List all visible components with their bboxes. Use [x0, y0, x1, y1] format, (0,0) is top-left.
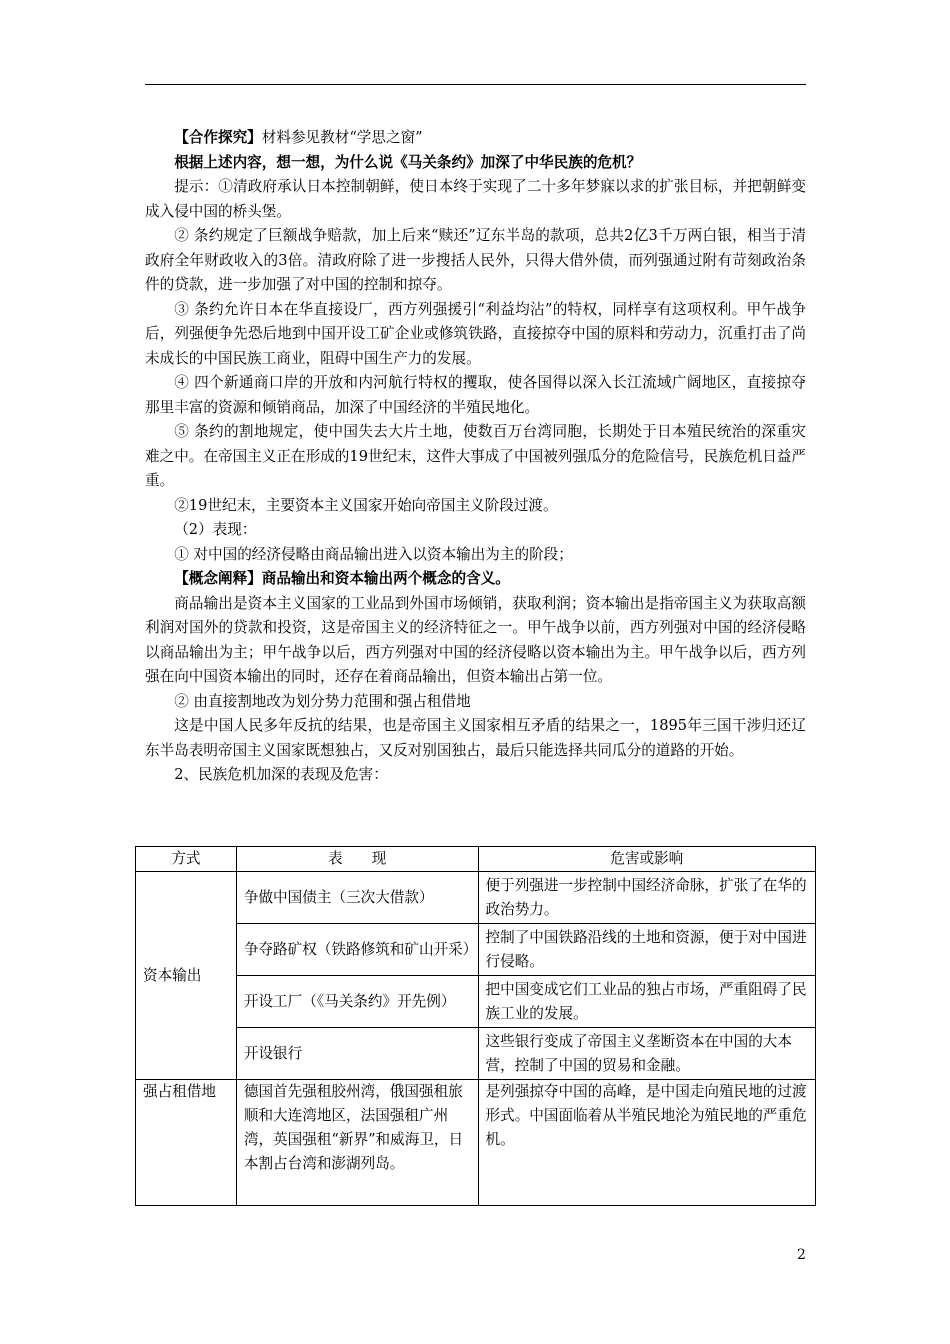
table-cell: 把中国变成它们工业品的独占市场，严重阻碍了民族工业的发展。 — [478, 976, 815, 1028]
page-number: 2 — [797, 1247, 806, 1263]
table-header: 危害或影响 — [478, 847, 815, 872]
paragraph-spheres: ② 由直接割地改为划分势力范围和强占租借地 — [174, 692, 471, 710]
table-cell: 争夺路矿权（铁路修筑和矿山开采） — [236, 924, 478, 976]
paragraph-resistance: 这是中国人民多年反抗的结果，也是帝国主义国家相互矛盾的结果之一，1895年三国干涉归还辽东半岛表明帝国主义国家既想独占，又反对别国独占，最后只能选择共同瓜分的道路的开始。 — [145, 717, 806, 759]
table-cell-category: 资本输出 — [136, 872, 237, 1080]
question-heading: 根据上述内容，想一想，为什么说《马关条约》加深了中华民族的危机？ — [174, 153, 642, 171]
header-rule — [145, 84, 806, 85]
table-cell: 控制了中国铁路沿线的土地和资源，便于对中国进行侵略。 — [478, 924, 815, 976]
table-cell-category: 强占租借地 — [136, 1080, 237, 1206]
table-header: 方式 — [136, 847, 237, 872]
table-row — [136, 872, 816, 924]
table-row — [136, 1080, 816, 1206]
crisis-table — [135, 846, 816, 1206]
paragraph-concept: 商品输出是资本主义国家的工业品到外国市场倾销，获取利润；资本输出是指帝国主义为获取高额利润对国外的贷款和投资，这是帝国主义的经济特征之一。甲午战争以前，西方列强对中国的经济侵略以商品输出为主；甲午战争以后，西方列强对中国的经济侵略以资本输出为主。甲午战争以后，西方列强在向中国资本输出的同时，还存在着商品输出，但资本输出占第一位。 — [145, 594, 806, 685]
bold-label: 【合作探究】 — [174, 129, 262, 146]
table-row — [136, 976, 816, 1028]
concept-heading: 【概念阐释】商品输出和资本输出两个概念的含义。 — [174, 570, 510, 587]
table-cell: 这些银行变成了帝国主义垄断资本在中国的大本营，控制了中国的贸易和金融。 — [478, 1028, 815, 1080]
table-header: 表 现 — [236, 847, 478, 872]
paragraph-manifestation: （2）表现： — [174, 521, 257, 538]
table-cell: 德国首先强租胶州湾，俄国强租旅顺和大连湾地区，法国强租广州湾，英国强租“新界”和威海卫，日本割占台湾和澎湖列岛。 — [236, 1080, 478, 1206]
paragraph-19th-century: ②19世纪末，主要资本主义国家开始向帝国主义阶段过渡。 — [174, 496, 558, 514]
table-cell: 是列强掠夺中国的高峰，是中国走向殖民地的过渡形式。中国面临着从半殖民地沦为殖民地的严重危机。 — [478, 1080, 815, 1206]
table-cell: 开设银行 — [236, 1028, 478, 1080]
table-cell: 争做中国债主（三次大借款） — [236, 872, 478, 924]
paragraph-point-2: ② 条约规定了巨额战争赔款，加上后来“赎还”辽东半岛的款项，总共2亿3千万两白银，相当于清政府全年财政收入的3倍。清政府除了进一步搜括人民外，只得大借外债，而列强通过附有苛刻政治条件的贷款，进一步加强了对中国的控制和掠夺。 — [145, 227, 806, 293]
paragraph-point-4: ④ 四个新通商口岸的开放和内河航行特权的攫取，使各国得以深入长江流域广阔地区，直接掠夺那里丰富的资源和倾销商品，加深了中国经济的半殖民地化。 — [145, 374, 806, 416]
paragraph-point-5: ⑤ 条约的割地规定，使中国失去大片土地，使数百万台湾同胞，长期处于日本殖民统治的深重灾难之中。在帝国主义正在形成的19世纪末，这件大事成了中国被列强瓜分的危险信号，民族危机日益严重。 — [145, 423, 806, 489]
paragraph-cooperation: 【合作探究】材料参见教材“学思之窗” — [174, 129, 423, 146]
table-row — [136, 924, 816, 976]
paragraph-economic: ① 对中国的经济侵略由商品输出进入以资本输出为主的阶段； — [174, 545, 573, 563]
table-cell: 开设工厂（《马关条约》开先例） — [236, 976, 478, 1028]
table-header-row — [136, 847, 816, 872]
body-text — [145, 126, 806, 788]
table-cell: 便于列强进一步控制中国经济命脉，扩张了在华的政治势力。 — [478, 872, 815, 924]
table-caption: 2、民族危机加深的表现及危害： — [174, 766, 388, 783]
paragraph-point-3: ③ 条约允许日本在华直接设厂，西方列强援引“利益均沾”的特权，同样享有这项权利。甲午战争后，列强便争先恐后地到中国开设工矿企业或修筑铁路，直接掠夺中国的原料和劳动力，沉重打击了尚未成长的中国民族工商业，阻碍中国生产力的发展。 — [145, 300, 806, 367]
table-row — [136, 1028, 816, 1080]
paragraph-hint: 提示：①清政府承认日本控制朝鲜，使日本终于实现了二十多年梦寐以求的扩张目标，并把朝鲜变成入侵中国的桥头堡。 — [145, 178, 806, 220]
